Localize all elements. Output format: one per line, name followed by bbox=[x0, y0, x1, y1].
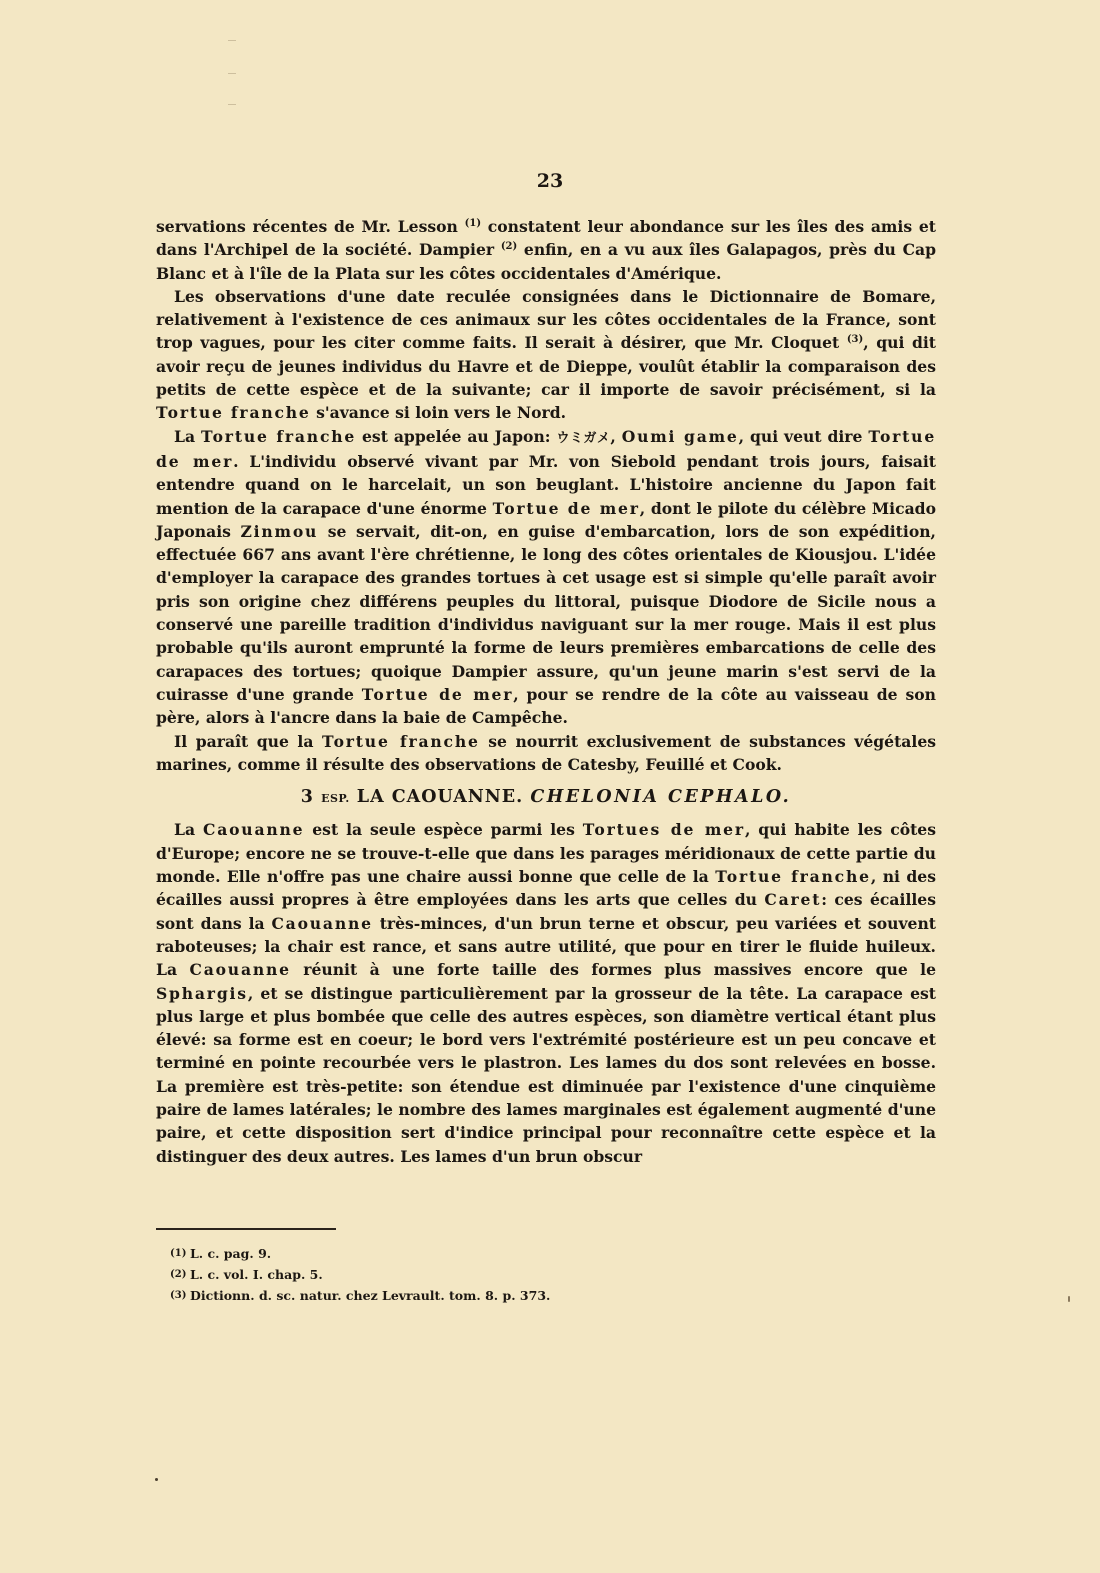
species-common-name: LA CAOUANNE. bbox=[349, 787, 531, 808]
spaced-term: Oumi game bbox=[621, 426, 739, 446]
spaced-term: Sphargis bbox=[156, 983, 248, 1003]
text-run: est appelée au Japon: bbox=[356, 426, 557, 446]
spaced-term: Caouanne bbox=[189, 960, 291, 980]
paper-speck bbox=[155, 1478, 158, 1481]
body-text bbox=[156, 215, 936, 1168]
text-run: s'avance si loin vers le Nord. bbox=[310, 403, 567, 423]
spaced-term: Tortue franche bbox=[200, 426, 357, 446]
text-run: , ni des écailles aussi propres à être employées dans les arts que celles du bbox=[156, 867, 937, 910]
page-number: 23 bbox=[536, 170, 564, 192]
text-run: enfin, en a vu aux îles Galapagos, près du Cap Blanc et à l'île de la Plata sur les côtes occidentales d'Amérique. bbox=[156, 240, 936, 283]
species-abbrev: ESP. bbox=[321, 792, 350, 806]
species-number: 3 bbox=[300, 787, 322, 808]
text-run: est la seule espèce parmi les bbox=[304, 820, 583, 840]
spaced-term: Tortue de mer bbox=[492, 498, 640, 518]
text-run: , qui veut dire bbox=[738, 426, 869, 446]
text-run: , et se distingue particulièrement par la grosseur de la tête. La carapace est plus large et plus bombée que celle des autres espèces, son diamètre vertical étant plus élevé: sa forme est en coeur; le bord vers l'extrémité postérieure est un peu concave et terminé en pointe recourbée vers le plastron. Les lames du dos sont relevées en bosse. La première est très-petite: son étendue est diminuée par l'existence d'une cinquième paire de lames latérales; le nombre des lames marginales est également augmenté d'une paire, et cette disposition sert d'indice principal pour reconnaître cette espèce et la distinguer des deux autres. Les lames d'un brun obscur bbox=[156, 983, 936, 1166]
japanese-name: ウミガメ bbox=[556, 430, 611, 446]
spaced-term: Zinmou bbox=[240, 521, 319, 541]
paragraph-4 bbox=[156, 730, 936, 777]
footnote-1 bbox=[170, 1243, 870, 1264]
text-run: , dont le pilote du célèbre Micado Japonais bbox=[156, 498, 936, 541]
text-run: , pour se rendre de la côte au vaisseau de son père, alors à l'ancre dans la baie de Campêche. bbox=[156, 684, 936, 728]
margin-mark bbox=[228, 40, 236, 41]
paragraph-1 bbox=[156, 215, 936, 285]
footnote-number: (2) bbox=[170, 1269, 187, 1280]
spaced-term: Tortue de mer bbox=[361, 684, 514, 704]
species-latin-name: CHELONIA CEPHALO. bbox=[530, 787, 792, 808]
paragraph-2 bbox=[156, 285, 936, 425]
text-run: constatent leur abondance sur les îles des amis et dans l'Archipel de la société. Dampier bbox=[156, 217, 936, 260]
text-run: Les observations d'une date reculée consignées dans le Dictionnaire de Bomare, relativement à l'existence de ces animaux sur les côtes occidentales de la France, sont trop vagues, pour les citer comme faits. Il serait à désirer, que Mr. Cloquet bbox=[156, 286, 936, 353]
text-run: se servait, dit-on, en guise d'embarcation, lors de son expédition, effectuée 667 ans avant l'ère chrétienne, le long des côtes orientales de Kiousjou. L'idée d'employer la carapace des grandes tortues à cet usage est si simple qu'elle paraît avoir pris son origine chez différens peuples du littoral, puisque Diodore de Sicile nous a conservé une pareille tradition d'individus naviguant sur la mer rouge. Mais il est plus probable qu'ils auront emprunté la forme de leurs premières embarcations de celle des carapaces des tortues; quoique Dampier assure, qu'un jeune marin s'est servi de la cuirasse d'une grande bbox=[156, 521, 936, 704]
text-run: . L'individu observé vivant par Mr. von Siebold pendant trois jours, faisait entendre quand on le harcelait, un son beuglant. L'histoire ancienne du Japon fait mention de la carapace d'une énorme bbox=[156, 451, 936, 518]
spaced-term: Tortue franche bbox=[715, 867, 871, 887]
footnote-2 bbox=[170, 1264, 870, 1285]
footnotes bbox=[170, 1243, 870, 1306]
footnote-text: L. c. vol. I. chap. 5. bbox=[190, 1267, 323, 1282]
margin-mark bbox=[228, 73, 236, 74]
text-run: , qui dit avoir reçu de jeunes individus du Havre et de Dieppe, voulût établir la comparaison des petits de cette espèce et de la suivante; car il importe de savoir précisément, si la bbox=[156, 333, 936, 400]
footnote-3 bbox=[170, 1285, 870, 1306]
footnote-ref-2: (2) bbox=[500, 241, 518, 253]
text-run: très-minces, d'un brun terne et obscur, peu variées et souvent raboteuses; la chair est rance, et sans autre utilité, que pour en tirer le fluide huileux. La bbox=[156, 913, 936, 980]
text-run: , qui habite les côtes d'Europe; encore ne se trouve-t-elle que dans les parages méridionaux de cette partie du monde. Elle n'offre pas une chaire aussi bonne que celle de la bbox=[156, 820, 936, 887]
footnote-text: Dictionn. d. sc. natur. chez Levrault. tom. 8. p. 373. bbox=[190, 1288, 551, 1303]
footnote-number: (1) bbox=[170, 1248, 187, 1259]
footnote-text: L. c. pag. 9. bbox=[190, 1246, 272, 1261]
text-run: : ces écailles sont dans la bbox=[156, 890, 936, 933]
margin-mark bbox=[228, 104, 236, 105]
spaced-term: Tortue de mer bbox=[156, 426, 937, 471]
text-run: La bbox=[174, 820, 203, 840]
paper-speck bbox=[1068, 1296, 1070, 1302]
footnote-ref-1: (1) bbox=[464, 218, 482, 229]
footnote-divider bbox=[156, 1228, 336, 1230]
species-heading bbox=[156, 786, 936, 810]
spaced-term: Caouanne bbox=[202, 820, 305, 840]
paragraph-5 bbox=[156, 818, 936, 1167]
spaced-term: Tortue franche bbox=[156, 403, 311, 423]
footnote-number: (3) bbox=[170, 1290, 187, 1301]
spaced-term: Caouanne bbox=[271, 913, 373, 933]
spaced-term: Tortues de mer bbox=[582, 820, 745, 840]
text-run: La bbox=[174, 426, 201, 446]
paragraph-3 bbox=[156, 425, 936, 730]
text-run: réunit à une forte taille des formes plus massives encore que le bbox=[290, 960, 937, 980]
text-run: se nourrit exclusivement de substances végétales marines, comme il résulte des observations de Catesby, Feuillé et Cook. bbox=[156, 731, 937, 774]
text-run: Il paraît que la bbox=[174, 731, 322, 751]
spaced-term: Tortue franche bbox=[321, 731, 480, 751]
footnote-ref-3: (3) bbox=[846, 334, 864, 346]
text-run: servations récentes de Mr. Lesson bbox=[156, 217, 465, 236]
text-run: , bbox=[610, 426, 622, 446]
spaced-term: Caret bbox=[764, 890, 822, 910]
